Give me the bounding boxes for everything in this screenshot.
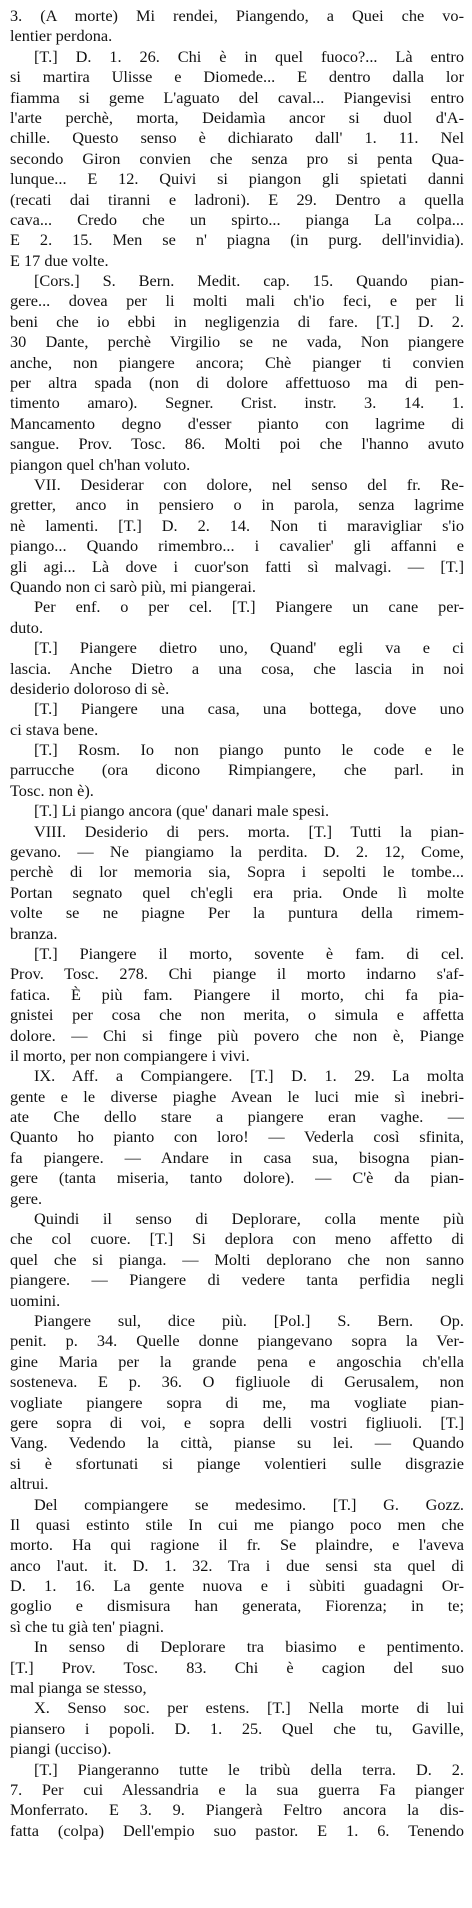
- text-line: sì che tu già ten' piagni.: [10, 1616, 164, 1636]
- text-line: 7. Per cui Alessandria e la sua guerra Fa pianger: [10, 1779, 464, 1799]
- text-line: dolore. — Chi si finge più povero che non è, Piange: [10, 1025, 464, 1045]
- text-line: Mancamento degno d'esser pianto con lagrime di: [10, 413, 464, 433]
- text-line: fa piangere. — Andare in casa sua, bisogna pian-: [10, 1147, 464, 1167]
- text-line: IX. Aff. a Compiangere. [T.] D. 1. 29. La molta: [34, 1066, 464, 1086]
- text-line: cava... Credo che un spirto... pianga La colpa...: [10, 209, 464, 229]
- text-line: sangue. Prov. Tosc. 86. Molti poi che l'hanno avuto: [10, 434, 464, 454]
- text-line: fatica. È più fam. Piangere il morto, chi fa pia-: [10, 984, 464, 1004]
- text-line: parrucche (ora dicono Rimpiangere, che parl. in: [10, 760, 464, 780]
- text-column: [10, 6, 464, 1841]
- text-line: gevano. — Ne piangiamo la perdita. D. 2. 12, Come,: [10, 842, 464, 862]
- text-line: si martira Ulisse e Diomede... E dentro dalla lor: [10, 67, 464, 87]
- text-line: X. Senso soc. per estens. [T.] Nella morte di lui: [34, 1698, 464, 1718]
- text-line: Piangere sul, dice più. [Pol.] S. Bern. Op.: [34, 1311, 464, 1330]
- text-line: VIII. Desiderio di pers. morta. [T.] Tutti la pian-: [34, 821, 464, 841]
- text-line: piangi (ucciso).: [10, 1739, 112, 1759]
- text-line: [T.] Li piango ancora (que' danari male spesi.: [34, 801, 330, 821]
- text-line: per altra spada (non di dolore affettuoso ma di pen-: [10, 373, 464, 393]
- text-line: Quando non ci sarò più, mi piangerai.: [10, 576, 256, 596]
- text-line: secondo Giron convien che senza pro si penta Qua-: [10, 148, 464, 168]
- text-line: 30 Dante, perchè Virgilio se ne vada, Non piangere: [10, 332, 464, 352]
- text-line: Vang. Vedendo la città, pianse su lei. — Quando: [10, 1433, 464, 1453]
- text-line: D. 1. 16. La gente nuova e i sùbiti guadagni Or-: [10, 1576, 464, 1596]
- text-line: Prov. Tosc. 278. Chi piange il morto indarno s'af-: [10, 964, 464, 984]
- text-line: Monferrato. E 3. 9. Piangerà Feltro ancora la dis-: [10, 1800, 464, 1820]
- text-line: nè lamenti. [T.] D. 2. 14. Non ti maravigliar s'io: [10, 515, 464, 535]
- text-line: anco l'aut. it. D. 1. 32. Tra i due sensi sta quel di: [10, 1555, 464, 1575]
- text-line: ci stava bene.: [10, 719, 99, 739]
- text-line: gere... dovea per li molti mali ch'io feci, e per li: [10, 291, 464, 311]
- text-line: lentier perdona.: [10, 26, 113, 46]
- text-line: [T.] Piangeranno tutte le tribù della terra. D. 2.: [34, 1759, 464, 1779]
- text-line: Quindi il senso di Deplorare, colla mente più: [34, 1209, 464, 1229]
- text-line: il morto, per non compiangere i vivi.: [10, 1045, 250, 1065]
- text-line: goglio e dismisura han generata, Fiorenza; in te;: [10, 1596, 464, 1616]
- text-line: gere (tanta miseria, tanto dolore). — C'è da pian-: [10, 1168, 464, 1188]
- text-line: branza.: [10, 923, 58, 943]
- text-line: [T.] Piangere il morto, sovente è fam. di cel.: [34, 943, 464, 963]
- text-line: Quanto ho pianto con loro! — Vederla così sfinita,: [10, 1127, 464, 1147]
- text-line: che col cuore. [T.] Si deplora con meno affetto di: [10, 1229, 464, 1249]
- text-line: penit. p. 34. Quelle donne piangevano sopra la Ver-: [10, 1331, 464, 1351]
- text-line: [T.] Rosm. Io non piango punto le code e le: [34, 740, 464, 760]
- text-line: l'arte perchè, morta, Deidamìa ancor si duol d'A-: [10, 107, 464, 127]
- text-line: sosteneva. E p. 36. O figliuole di Gerusalem, non: [10, 1372, 464, 1392]
- text-line: E 17 due volte.: [10, 250, 109, 270]
- text-line: gretter, anco in pensiero o in parola, senza lagrime: [10, 495, 464, 515]
- text-line: gere sopra di voi, e sopra delli vostri figliuoli. [T.]: [10, 1412, 464, 1432]
- text-line: desiderio doloroso di sè.: [10, 678, 170, 698]
- text-line: lascia. Anche Dietro a una cosa, che lascia in noi: [10, 658, 464, 678]
- text-line: E 2. 15. Men se n' piagna (in purg. dell'invidia).: [10, 230, 464, 250]
- text-line: uomini.: [10, 1290, 61, 1310]
- text-line: piango... Quando rimembro... i cavalier' gli affanni e: [10, 536, 464, 556]
- text-line: piangere. — Piangere di vedere tanta perfidia negli: [10, 1270, 464, 1290]
- text-line: Tosc. non è).: [10, 780, 94, 800]
- text-line: (recati dai tiranni e ladroni). E 29. Dentro a quella: [10, 189, 464, 209]
- text-line: Il quasi estinto stile In cui me piango poco men che: [10, 1514, 464, 1534]
- text-line: piangon quel ch'han voluto.: [10, 454, 191, 474]
- text-line: beni che io ebbi in negligenzia di fare. [T.] D. 2.: [10, 311, 464, 331]
- text-line: timento amaro). Segner. Crist. instr. 3. 14. 1.: [10, 393, 464, 413]
- text-line: fiamma si geme L'aguato del caval... Piangevisi entro: [10, 87, 464, 107]
- text-line: lunque... E 12. Quivi si piangon gli spietati danni: [10, 169, 464, 189]
- text-line: si è sfortunati si piange volentieri sulle disgrazie: [10, 1453, 464, 1473]
- text-line: VII. Desiderar con dolore, nel senso del fr. Re-: [34, 474, 464, 494]
- text-line: altrui.: [10, 1474, 49, 1494]
- text-line: 3. (A morte) Mi rendei, Piangendo, a Quei che vo-: [10, 6, 464, 25]
- text-line: vogliate piangere sopra di me, ma vogliate pian-: [10, 1392, 464, 1412]
- text-line: perchè di lor memoria sia, Sopra i sepolti le tombe...: [10, 862, 464, 882]
- text-line: quel che si pianga. — Molti deplorano che non sanno: [10, 1249, 464, 1269]
- text-line: fatta (colpa) Dell'empio suo pastor. E 1. 6. Tenendo: [10, 1820, 464, 1840]
- text-line: [T.] Piangere dietro uno, Quand' egli va e ci: [34, 638, 464, 658]
- text-line: gnistei per cosa che non merita, o simula e affetta: [10, 1005, 464, 1025]
- text-line: [T.] Prov. Tosc. 83. Chi è cagion del suo: [10, 1657, 464, 1677]
- text-line: [T.] D. 1. 26. Chi è in quel fuoco?... Là entro: [34, 46, 464, 66]
- text-line: gente e le diverse piaghe Avean le luci mie sì inebri-: [10, 1086, 464, 1106]
- text-line: [T.] Piangere una casa, una bottega, dove uno: [34, 699, 464, 719]
- text-line: duto.: [10, 617, 44, 637]
- text-line: piansero i popoli. D. 1. 25. Quel che tu, Gaville,: [10, 1718, 464, 1738]
- text-line: gere.: [10, 1188, 43, 1208]
- text-line: Per enf. o per cel. [T.] Piangere un cane per-: [34, 597, 464, 617]
- text-line: gine Maria per la grande pena e angoschia ch'ella: [10, 1351, 464, 1371]
- text-line: Del compiangere se medesimo. [T.] G. Gozz.: [34, 1494, 464, 1514]
- text-line: mal piangа se stesso,: [10, 1678, 147, 1698]
- text-line: gli agi... Là dove i cuor'son fatti sì malvagi. — [T.]: [10, 556, 464, 576]
- text-line: volte se ne piagne Per la puntura della rimem-: [10, 903, 464, 923]
- text-line: chille. Questo senso è dichiarato dall' 1. 11. Nel: [10, 128, 464, 148]
- text-line: Portan segnato quel ch'egli era pria. Onde lì molte: [10, 882, 464, 902]
- text-line: [Cors.] S. Bern. Medit. cap. 15. Quando pian-: [34, 271, 464, 291]
- text-line: ate Che dello stare a piangere eran vaghe. —: [10, 1107, 464, 1127]
- text-line: anche, non piangere ancora; Chè pianger ti convien: [10, 352, 464, 372]
- text-line: In senso di Deplorare tra biasimo e pentimento.: [34, 1637, 464, 1657]
- text-line: morto. Ha qui ragione il fr. Se plaindre, e l'aveva: [10, 1535, 464, 1555]
